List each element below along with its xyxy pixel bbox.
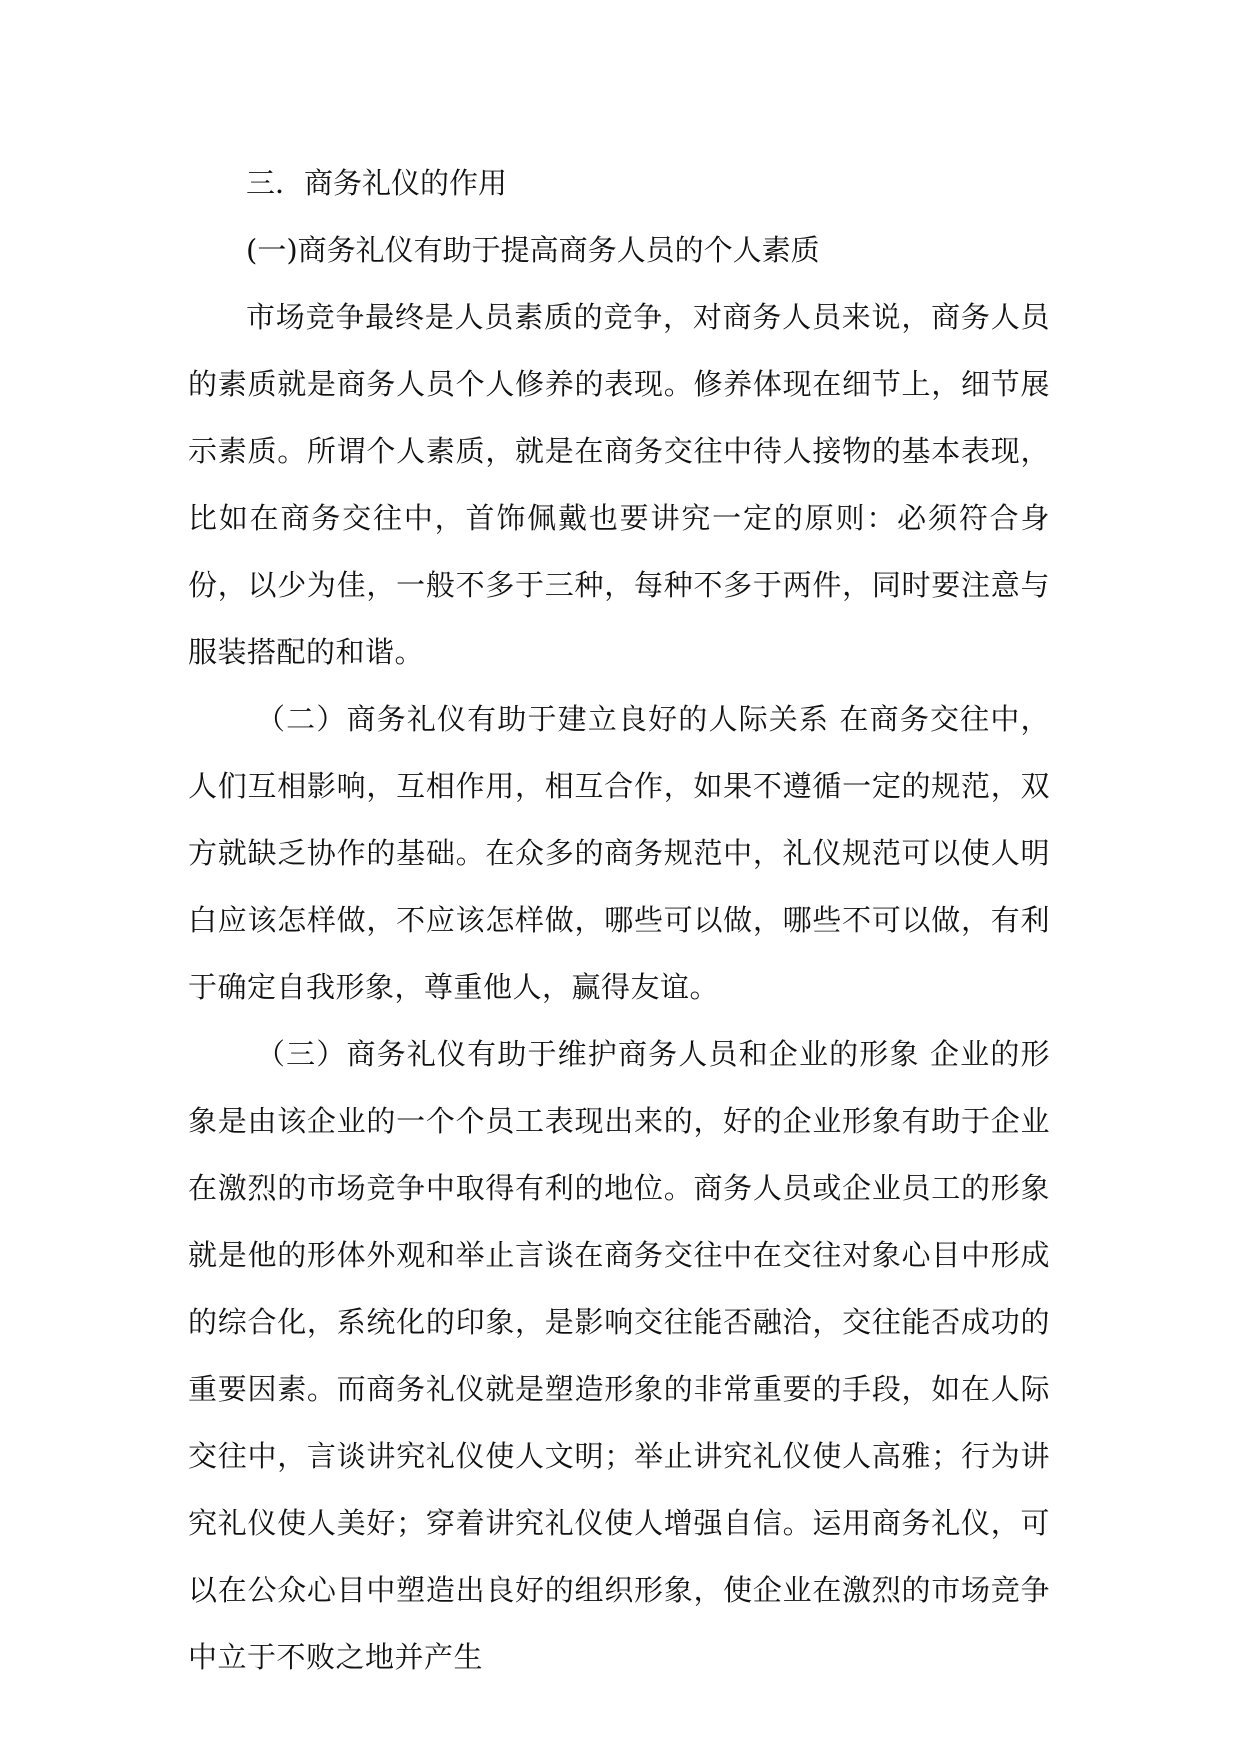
paragraph-3: （三）商务礼仪有助于维护商务人员和企业的形象 企业的形象是由该企业的一个个员工表现出来的，好的企业形象有助于企业在激烈的市场竞争中取得有利的地位。商务人员或企业员工的形象就是他的形体外观和举止言谈在商务交往中在交往对象心目中形成的综合化，系统化的印象，是影响交往能否融洽，交往能否成功的重要因素。而商务礼仪就是塑造形象的非常重要的手段，如在人际交往中，言谈讲究礼仪使人文明；举止讲究礼仪使人高雅；行为讲究礼仪使人美好；穿着讲究礼仪使人增强自信。运用商务礼仪，可以在公众心目中塑造出良好的组织形象，使企业在激烈的市场竞争中立于不败之地并产生 (188, 1037, 1050, 1674)
subsection-heading-1: (一)商务礼仪有助于提高商务人员的个人素质 (246, 233, 820, 267)
paragraph-1: 市场竞争最终是人员素质的竞争，对商务人员来说，商务人员的素质就是商务人员个人修养的表现。修养体现在细节上，细节展示素质。所谓个人素质，就是在商务交往中待人接物的基本表现，比如在商务交往中，首饰佩戴也要讲究一定的原则：必须符合身份，以少为佳，一般不多于三种，每种不多于两件，同时要注意与服装搭配的和谐。 (188, 300, 1050, 669)
paragraph-2: （二）商务礼仪有助于建立良好的人际关系 在商务交往中，人们互相影响，互相作用，相互合作，如果不遵循一定的规范，双方就缺乏协作的基础。在众多的商务规范中，礼仪规范可以使人明白应该怎样做，不应该怎样做，哪些可以做，哪些不可以做，有利于确定自我形象，尊重他人，赢得友谊。 (188, 702, 1050, 1004)
document-body (188, 150, 1050, 1691)
section-title: 三．商务礼仪的作用 (246, 166, 508, 200)
